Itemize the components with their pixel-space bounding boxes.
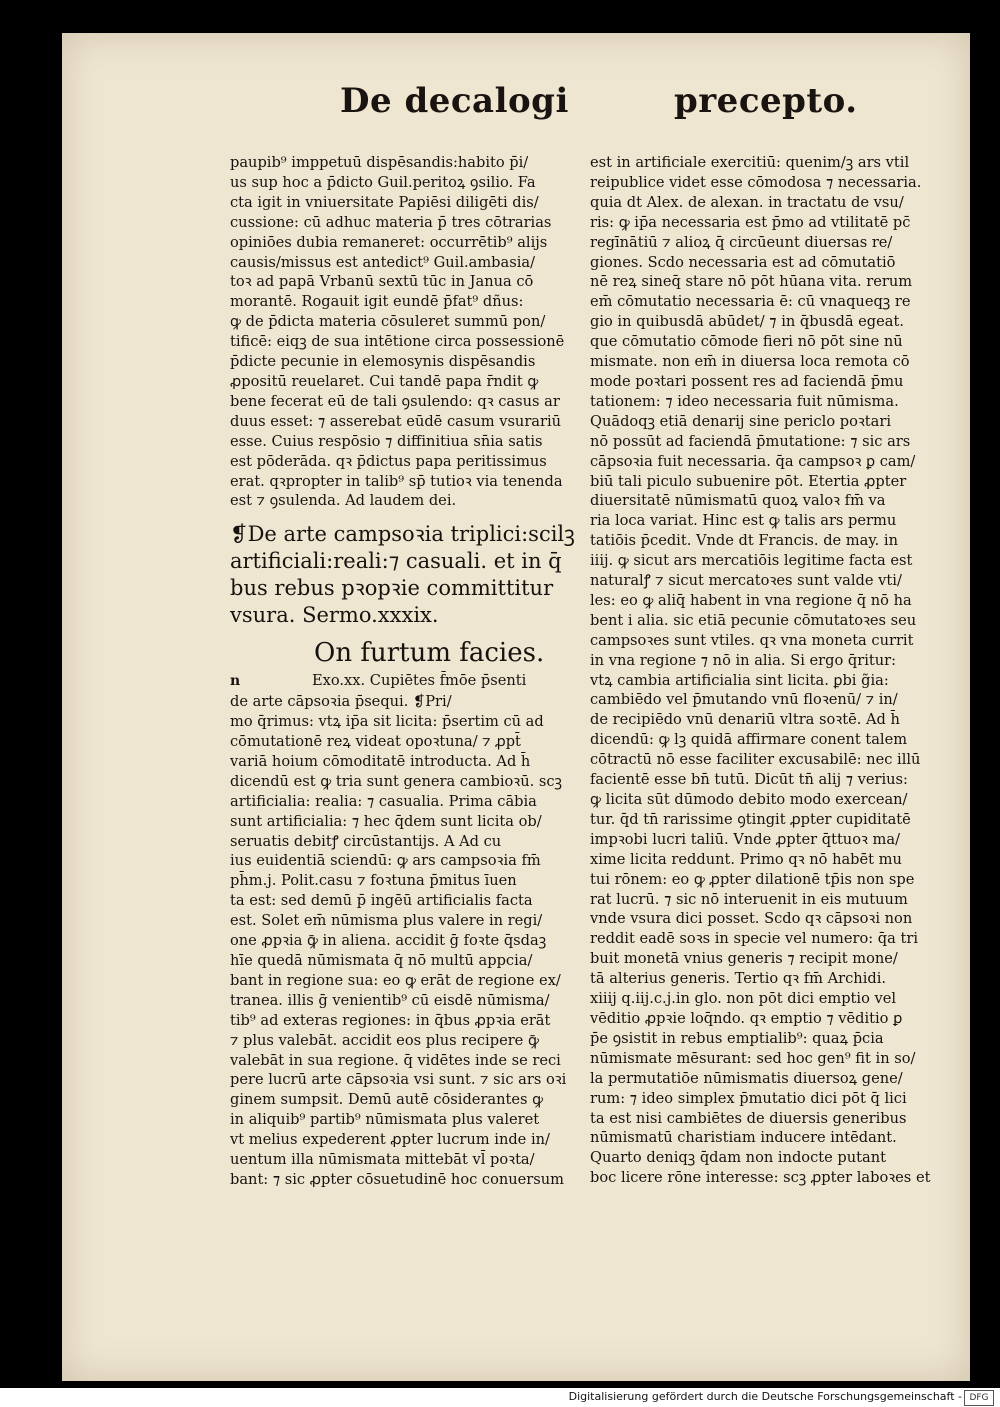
text-line: bus rebus pꝛopꝛie committitur	[230, 576, 554, 601]
sermon-heading	[230, 521, 575, 629]
text-line: giones. Scdo necessaria est ad cōmutatiō	[590, 253, 896, 271]
text-line: tui rōnem: eo ꝙ ꝓpter dilationē tp̄is non spe	[590, 870, 915, 888]
text-line: tationem: ⁊ ideo necessaria fuit nūmisma.	[590, 392, 899, 410]
text-line: de arte cāpsoꝛia p̄sequi. ❡Pri/	[230, 693, 452, 711]
text-line: la permutatiōe nūmismatis diuersoꝝ gene/	[590, 1069, 903, 1087]
text-line: est ⁊ ꝯsulenda. Ad laudem dei.	[230, 492, 457, 510]
text-line: toꝛ ad papā Vrbanū sextū tūc in Janua cō	[230, 273, 534, 291]
text-line: ria loca variat. Hinc est ꝙ talis ars permu	[590, 512, 897, 530]
text-line: iiij. ꝙ sicut ars mercatiōis legitime facta est	[590, 552, 913, 570]
text-line: nūmismate mēsurant: sed hoc gen⁹ fit in so/	[590, 1049, 916, 1067]
header-right: precepto.	[674, 81, 858, 121]
text-line: reddit eadē soꝛs in specie vel numero: q̄a tri	[590, 930, 919, 948]
text-line: cōmutationē reꝝ videat opoꝛtuna/ ⁊ ꝓpt̄	[230, 733, 521, 751]
left-column-top-text	[230, 153, 575, 511]
text-line: paupib⁹ imppetuū dispēsandis:habito p̄i/	[230, 154, 529, 171]
text-line: tranea. illis ḡ venientib⁹ cū eisdē nūmisma/	[230, 991, 550, 1009]
text-line: buit monetā vnius generis ⁊ recipit mone/	[590, 950, 898, 968]
text-line: dicendū: ꝙ lꝫ quidā affirmare conent talem	[590, 731, 908, 749]
text-line: reipublice videt esse cōmodosa ⁊ necessaria.	[590, 173, 922, 191]
text-line: seruatis debitꝭ circūstantijs. A Ad cu	[230, 832, 502, 850]
text-line: artificialia: realia: ⁊ casualia. Prima cābia	[230, 792, 537, 810]
text-line: vsura. Sermo.xxxix.	[230, 603, 439, 628]
text-line: in aliquib⁹ partib⁹ nūmismata plus valeret	[230, 1111, 540, 1129]
text-line: rat lucrū. ⁊ sic nō interuenit in eis mutuum	[590, 890, 908, 908]
text-line: cambiēdo vel p̄mutando vnū floꝛenū/ ⁊ in/	[590, 691, 898, 709]
text-line: mismate. non em̄ in diuersa loca remota cō	[590, 353, 910, 371]
text-line: regīnātiū ⁊ alioꝝ q̄ circūeunt diuersas re/	[590, 233, 893, 251]
text-line: biū tali piculo subuenire pōt. Etertia ꝓpter	[590, 472, 907, 490]
incipit-text: On furtum facies.	[314, 638, 545, 669]
text-line: ta est nisi cambiētes de diuersis generibus	[590, 1109, 907, 1127]
text-line: p̄dicte pecunie in elemosynis dispēsandis	[230, 353, 536, 371]
text-line: one ꝓpꝛia ꝙ̄ in aliena. accidit ḡ foꝛte q̄sdaꝫ	[230, 932, 547, 950]
text-line: nē reꝝ sineq̄ stare nō pōt hūana vita. rerum	[590, 273, 913, 291]
text-line: gio in quibusdā abūdet/ ⁊ in q̄busdā egeat.	[590, 313, 904, 331]
text-line: naturalꝭ ⁊ sicut mercatoꝛes sunt valde vti/	[590, 572, 902, 590]
footer-credit: Digitalisierung gefördert durch die Deutsche Forschungsgemeinschaft -	[568, 1390, 962, 1403]
text-line: bene fecerat eū de tali ꝯsulendo: qꝛ casus ar	[230, 392, 560, 410]
text-line: em̄ cōmutatio necessaria ē: cū vnaqueqꝫ re	[590, 293, 911, 311]
text-line: mode poꝛtari possent res ad faciendā p̄mu	[590, 372, 904, 390]
text-line: us sup hoc a p̄dicto Guil.peritoꝝ ꝯsilio. Fa	[230, 173, 536, 191]
text-line: ❡De arte campsoꝛia triplici:scilꝫ	[230, 522, 575, 547]
text-line: vt melius expederent ꝓpter lucrum inde in/	[230, 1131, 550, 1149]
text-line: vtꝝ cambia artificialia sint licita. ꝑbi g̃ia:	[590, 671, 889, 689]
right-column	[590, 153, 950, 1188]
text-line: causis/missus est antedict⁹ Guil.ambasia/	[230, 253, 536, 271]
footer-bar	[0, 1388, 1000, 1407]
text-line: impꝛobi lucri taliū. Vnde ꝓpter q̄ttuoꝛ ma/	[590, 830, 901, 848]
text-line: nūmismatū charistiam inducere intēdant.	[590, 1129, 897, 1147]
initial-letter: n	[230, 673, 241, 690]
text-line: mo q̄rimus: vtꝝ ip̄a sit licita: p̄sertim cū ad	[230, 713, 544, 731]
text-line: ta est: sed demū p̄ ingēū artificialis facta	[230, 892, 533, 910]
text-line: uentum illa nūmismata mittebāt vl̄ poꝛta/	[230, 1151, 535, 1169]
book-page	[62, 33, 970, 1381]
text-line: sunt artificialia: ⁊ hec q̄dem sunt licita ob/	[230, 812, 542, 830]
text-line: n Exo.xx. Cupiētes f̄mōe p̄senti	[230, 671, 575, 692]
running-header	[62, 81, 970, 141]
text-line: opiniōes dubia remaneret: occurrētib⁹ alijs	[230, 233, 548, 251]
dfg-logo: DFG	[964, 1390, 994, 1406]
text-line: rum: ⁊ ideo simplex p̄mutatio dici pōt q̄ lici	[590, 1089, 907, 1107]
text-line: cōtractū nō esse faciliter excusabilē: nec illū	[590, 751, 921, 769]
text-line: ⁊ plus valebāt. accidit eos plus recipere ꝙ̄	[230, 1031, 539, 1049]
text-line: de recipiēdo vnū denariū vltra soꝛtē. Ad h̄	[590, 711, 900, 729]
text-line: boc licere rōne interesse: scꝫ ꝓpter laboꝛes et	[590, 1169, 931, 1187]
text-line: est pōderāda. qꝛ p̄dictus papa peritissimus	[230, 452, 547, 470]
text-line: ginem sumpsit. Demū autē cōsiderantes ꝙ	[230, 1091, 544, 1109]
header-left: De decalogi	[340, 81, 569, 121]
text-line: campsoꝛes sunt vtiles. qꝛ vna moneta currit	[590, 631, 914, 649]
text-line: duus esset: ⁊ asserebat eūdē casum vsurariū	[230, 412, 562, 430]
text-line: ꝙ licita sūt dūmodo debito modo exercean/	[590, 791, 908, 808]
text-line: est in artificiale exercitiū: quenim/ꝫ ars vtil	[590, 154, 910, 171]
text-line: p̄e ꝯsistit in rebus emptialib⁹: quaꝝ p̄cia	[590, 1029, 884, 1047]
text-line: tib⁹ ad exteras regiones: in q̄bus ꝓpꝛia erāt	[230, 1011, 551, 1029]
left-column-body	[230, 671, 575, 1190]
text-line: bant in regione sua: eo ꝙ erāt de regione ex/	[230, 971, 561, 989]
text-line: esse. Cuius respōsio ⁊ diffinitiua sn̄ia satis	[230, 432, 543, 450]
text-line: tā alterius generis. Tertio qꝛ fm̄ Archidi.	[590, 970, 887, 988]
text-line: pere lucrū arte cāpsoꝛia vsi sunt. ⁊ sic ars oꝛi	[230, 1071, 567, 1089]
text-line: bent i alia. sic etiā pecunie cōmutatoꝛes seu	[590, 611, 917, 629]
text-line: dicendū est ꝙ tria sunt genera cambioꝛū. scꝫ	[230, 772, 563, 790]
text-line: xiiij q.iij.c.j.in glo. non pōt dici emptio vel	[590, 990, 897, 1008]
text-line: artificiali:reali:⁊ casuali. et in q̄	[230, 549, 562, 574]
text-line: erat. qꝛpropter in talib⁹ sp̄ tutioꝛ via tenenda	[230, 472, 563, 490]
sermon-incipit	[230, 637, 575, 669]
text-line: ꝓpositū reuelaret. Cui tandē papa r̄ndit ꝙ	[230, 372, 539, 390]
text-line: Quādoqꝫ etiā denarij sine periclo poꝛtari	[590, 412, 891, 430]
text-line: Quarto deniqꝫ q̄dam non indocte putant	[590, 1149, 886, 1167]
text-line: hīe quedā nūmismata q̄ nō multū appcia/	[230, 952, 533, 969]
text-line: diuersitatē nūmismatū quoꝝ valoꝛ fm̄ va	[590, 492, 886, 510]
text-line: ris: ꝙ ip̄a necessaria est p̄mo ad vtilitatē pc̄	[590, 213, 911, 231]
text-line: quia dt Alex. de alexan. in tractatu de vsu/	[590, 193, 904, 211]
text-line: vnde vsura dici posset. Scdo qꝛ cāpsoꝛi non	[590, 910, 913, 928]
text-line: cāpsoꝛia fuit necessaria. q̄a campsoꝛ ꝑ cam/	[590, 452, 916, 470]
text-line: vēditio ꝓpꝛie loq̄ndo. qꝛ emptio ⁊ vēditio ꝑ	[590, 1009, 903, 1027]
text-line: que cōmutatio cōmode fieri nō pōt sine nū	[590, 333, 903, 351]
text-line: tificē: eiqꝫ de sua intētione circa possessionē	[230, 333, 565, 351]
text-line: tatiōis p̄cedit. Vnde dt Francis. de may. in	[590, 532, 898, 550]
text-line: cta igit in vniuersitate Papiēsi diligēti dis/	[230, 193, 539, 211]
text-line: morantē. Rogauit igit eundē p̄fat⁹ dñus:	[230, 293, 524, 311]
left-column	[230, 153, 575, 1190]
text-line: est. Solet em̄ nūmisma plus valere in regi/	[230, 912, 543, 930]
text-line: valebāt in sua regione. q̄ vidētes inde se reci	[230, 1051, 561, 1069]
text-line: les: eo ꝙ aliq̄ habent in vna regione q̄ nō ha	[590, 591, 912, 609]
text-line: cussione: cū adhuc materia p̄ tres cōtrarias	[230, 213, 552, 231]
text-line: ꝙ de p̄dicta materia cōsuleret summū pon/	[230, 313, 546, 331]
text-line: variā hoium cōmoditatē introducta. Ad h̄	[230, 752, 531, 770]
text-line: ius euidentiā sciendū: ꝙ ars campsoꝛia fm̄	[230, 852, 541, 870]
text-line: ph̄m.j. Polit.casu ⁊ foꝛtuna p̄mitus īuen	[230, 872, 517, 890]
text-line: facientē esse bn̄ tutū. Dicūt tn̄ alij ⁊ verius:	[590, 771, 908, 789]
text-line: nō possūt ad faciendā p̄mutatione: ⁊ sic ars	[590, 432, 911, 450]
text-line: tur. q̄d tn̄ rarissime ꝯtingit ꝓpter cupiditatē	[590, 810, 911, 828]
text-line: in vna regione ⁊ nō in alia. Si ergo q̄ritur:	[590, 651, 897, 669]
text-line: xime licita reddunt. Primo qꝛ nō habēt mu	[590, 850, 902, 868]
text-line: bant: ⁊ sic ꝓpter cōsuetudinē hoc conuersum	[230, 1170, 565, 1188]
